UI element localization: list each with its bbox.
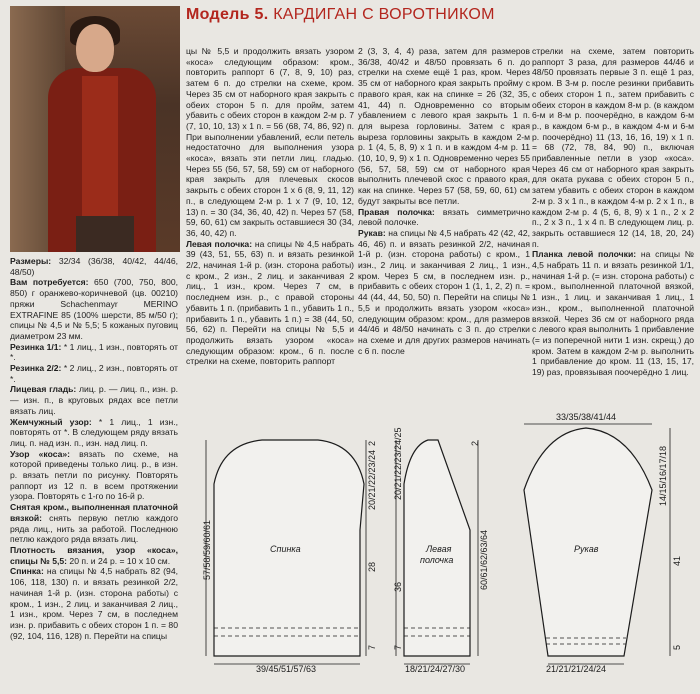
sleeve-label: Рукав	[574, 544, 599, 554]
sleeve-length: 41	[672, 555, 682, 566]
pearl-paragraph: Жемчужный узор: * 1 лиц., 1 изн., повторять от *. В следующем ряду вязать лиц. п. над изн. п., изн. над лиц. п.	[10, 416, 178, 448]
back-schematic	[202, 440, 377, 674]
sleeve-rib-height: 5	[672, 644, 682, 650]
sizes-paragraph: Размеры: 32/34 (36/38, 40/42, 44/46, 48/50)	[10, 256, 178, 277]
left-front-paragraph: Левая полочка: на спицы № 4,5 набрать 39 (43, 51, 55, 63) п. и вязать резинкой 2/2, начиная 1-й р. (изн. сторона работы) с кром., 2 изн., 2 лиц. и заканчивая 2 лиц., 1 изн., кром. Через 7 см, в последнем изн. р., с правой стороны убавить 1 п. (прибавить 1 п., убавить 1 п., прибавить 1 п., убавить 1 п.) = 38 (44, 50, 56, 62) п. Перейти на спицы № 5,5 и продолжить вязать узором «коса» следующим образом: кром., 6 п. после стрелки на схеме, повторить раппорт	[186, 238, 354, 367]
sleeve-bottom-width: 21/21/21/24/24	[546, 664, 607, 674]
edge-paragraph: Снятая кром., выполненная платочной вязкой: снять первую петлю каждого ряда лиц., нить за работой. Последнюю петлю каждого ряда вязать лиц.	[10, 502, 178, 545]
pattern-schematic	[186, 400, 700, 694]
back-label: Спинка	[270, 544, 301, 554]
text-column-2	[358, 46, 530, 370]
front-label-line2: полочка	[420, 555, 454, 565]
placket-paragraph: Планка левой полочки: на спицы № 4,5 набрать 11 п. и вязать резинкой 1/1, начиная 1-й р. (= изн. сторона работы) с кром., выполненной платочной вязкой, 1 изн., 1 лиц. и заканчивая 1 лиц., 1 изн., кром., выполненной платочной вязкой. Через 36 см от наборного ряда с левого края выполнить 1 прибавление (= из поперечной нити 1 изн. скрещ.) до кром. Затем в каждом 2-м р. выполнить 1 прибавление до кром. 11 (13, 15, 17, 19) раз, провязывая поочерёдно 1 лиц.	[532, 249, 694, 378]
back-total-height: 57/58/59/60/61	[202, 519, 212, 580]
front-neck-height: 20/21/22/23/24/25	[393, 427, 403, 500]
model-photo	[10, 6, 180, 252]
left-text-column	[10, 256, 178, 654]
rib11-paragraph: Резинка 1/1: * 1 лиц., 1 изн., повторять от *.	[10, 341, 178, 363]
back-rib-height: 7	[367, 644, 377, 650]
back-body-height: 28	[367, 561, 377, 572]
left-front-continued: 2 (3, 3, 4, 4) раза, затем для размеров 36/38, 40/42 и 48/50 провязать 6 п. до стрелки на схеме ещё 1 раз, кром. Через 35 см от наборного края закрыть пройму с правого края, как на спинке = 26 (32, 35, 41, 44) п. Одновременно со вторым убавлением с левого края закрыть 1 п. для выреза горловины. Затем с края выреза горловины закрыть в каждом 2-м р. 1 (4, 5, 8, 9) х 1 п. и в каждом 4-м р. 11 (10, 10, 9, 9) х 1 п. Одновременно через 55 (56, 57, 58, 59) см от наборного края выполнить плечевой скос с правого края, как на спинке. Через 57 (58, 59, 60, 61) см будут закрыты все петли.	[358, 46, 530, 206]
text-column-3	[532, 46, 694, 398]
materials-paragraph: Вам потребуется: 650 (700, 750, 800, 850) г оранжево-коричневой (цв. 00210) пряжи Schachenmayr MERINO EXTRAFINE 85 (100% шерсти, 85 м/50 г); спицы № 4,5 и № 5,5; 5 кожаных пуговиц диаметром 23 мм.	[10, 277, 178, 341]
model-number: Модель 5.	[186, 6, 269, 23]
front-label-line1: Левая	[426, 544, 452, 554]
sleeve-schematic	[524, 412, 682, 674]
text-column-1	[186, 46, 354, 376]
front-bottom-width: 18/21/24/27/30	[405, 664, 466, 674]
sleeves-paragraph: Рукав: на спицы № 4,5 набрать 42 (42, 42, 46, 46) п. и вязать резинкой 2/2, начиная 1-й р. (изн. сторона работы) с кром., 1 изн., 2 лиц. и заканчивая 2 лиц., 1 изн., кром. Через 5 см, в последнем изн. р., прибавить с обеих сторон 1 (1, 1, 2, 2) п. = 44 (44, 44, 50, 50) п. Перейти на спицы № 5,5 и продолжить вязать узором «коса» следующим образом: кром., для размеров 44/46 и 48/50 начинать с 3 п. до стрелки на схеме и для других размеров начинать с 6 п. после	[358, 227, 530, 356]
model-name: КАРДИГАН С ВОРОТНИКОМ	[273, 6, 495, 23]
back-shoulder-height: 2	[367, 440, 377, 446]
page-title	[186, 6, 495, 24]
cable-paragraph: Узор «коса»: вязать по схеме, на которой приведены только лиц. р., в изн. р. вязать петли по рисунку. Повторять раппорт из 12 п. в всем протяжении узора. Повторять с 1-го по 16-й р.	[10, 448, 178, 502]
right-front-paragraph: Правая полочка: вязать симметрично левой полочке.	[358, 206, 530, 228]
sleeve-top-width: 33/35/38/41/44	[556, 412, 617, 422]
back-armhole-height: 20/21/22/23/24	[367, 449, 377, 510]
sleeves-continued: стрелки на схеме, затем повторить раппорт 3 раза, для размеров 44/46 и 48/50 провязать первые 3 п. ещё 1 раз, кром. В 3-м р. после резинки прибавить с обеих сторон 1 п., затем прибавить с обеих сторон в каждом 8-м р. (в каждом 6-м и 8-м р. поочерёдно, в каждом 6-м р., в каждом 6-м р., в каждом 4-м и 6-м р. поочерёдно) 11 (13, 16, 16, 19) х 1 п. = 68 (72, 78, 84, 90) п., включая прибавленные петли в узор «коса». Через 46 см от наборного края закрыть для оката рукава с обеих сторон 5 п., затем убавить с обеих сторон в каждом 2-м р. 3 х 1 п., в каждом 4-м р. 2 х 1 п., в каждом 2-м р. 4 (5, 6, 8, 9) х 1 п., 2 х 2 п., 2 х 3 п., 1 х 4 п. В следующем лиц. р. закрыть оставшиеся 12 (14, 18, 20, 24) п.	[532, 46, 694, 249]
back-bottom-width: 39/45/51/57/63	[256, 664, 317, 674]
front-schematic	[393, 427, 489, 674]
stockinette-paragraph: Лицевая гладь: лиц. р. — лиц. п., изн. р. — изн. п., в круговых рядах все петли вязать лиц.	[10, 384, 178, 416]
front-total-height: 60/61/62/63/64	[479, 529, 489, 590]
gauge-paragraph: Плотность вязания, узор «коса», спицы № 5,5: 20 п. и 24 р. = 10 х 10 см.	[10, 544, 178, 566]
back-paragraph: Спинка: на спицы № 4,5 набрать 82 (94, 106, 118, 130) п. и вязать резинкой 2/2, начиная 1-й р. (изн. сторона работы) с кром., 1 изн., 2 лиц. и заканчивая 2 лиц., 1 изн., кром. Через 7 см, в последнем изн. р. прибавить с обеих сторон 1 п. = 80 (92, 104, 116, 128) п. Перейти на спицы	[10, 566, 178, 641]
rib22-paragraph: Резинка 2/2: * 2 лиц., 2 изн., повторять от *.	[10, 363, 178, 384]
front-rib-height: 7	[393, 644, 403, 650]
front-body-height: 36	[393, 581, 403, 592]
front-shoulder-height: 2	[470, 440, 480, 446]
sleeve-cap-height: 14/15/16/17/18	[658, 445, 668, 506]
back-continued: цы № 5,5 и продолжить вязать узором «коса» следующим образом: кром., повторить раппорт 6 (7, 8, 9, 10) раз, затем 6 п. до стрелки на схеме, кром. Через 35 см от наборного края закрыть с обеих сторон 5 п. для пройм, затем убавить с обеих сторон в каждом 2-м р. 7 (7, 10, 10, 13) х 1 п. = 56 (68, 74, 86, 92) п. При выполнении убавлений, если петель недостаточно для выполнения узора «коса», вязать эти петли лиц. гладью. Через 55 (56, 57, 58, 59) см от наборного края закрыть для плечевых скосов закрыть с обеих сторон 1 х 6 (8, 9, 11, 12) п., в следующем 2-м р. 1 х 7 (9, 10, 12, 13) п. = 30 (34, 36, 40, 42) п. Через 57 (58, 59, 60, 61) см закрыть оставшиеся 30 (34, 36, 40, 42) п.	[186, 46, 354, 238]
